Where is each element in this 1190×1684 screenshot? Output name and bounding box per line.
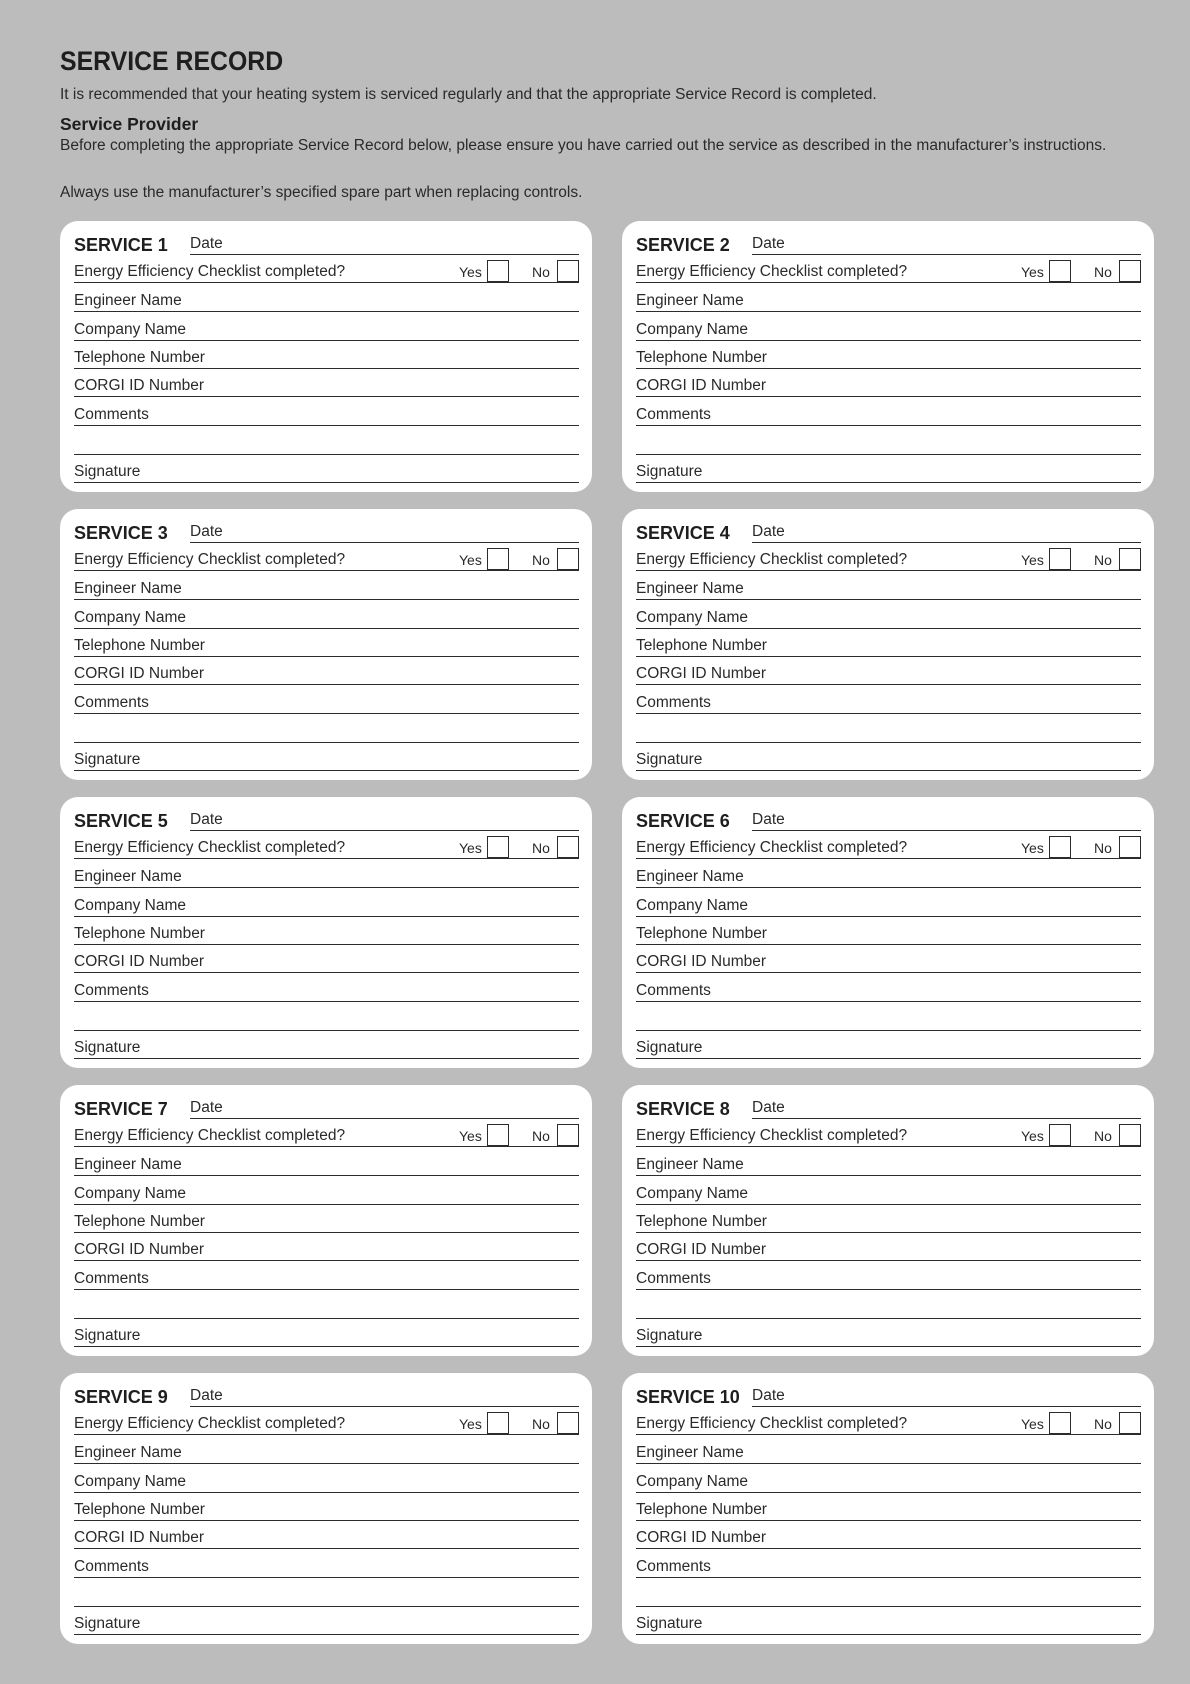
engineer-name-field[interactable] — [74, 867, 579, 888]
engineer-name-field[interactable] — [74, 291, 579, 312]
comments-line-2[interactable] — [636, 722, 1141, 743]
page-title: SERVICE RECORD — [60, 46, 284, 76]
engineer-name-field-label: Engineer Name — [636, 1156, 744, 1173]
date-label: Date — [752, 1099, 785, 1116]
company-name-field[interactable] — [74, 608, 579, 629]
date-field[interactable] — [190, 1389, 579, 1407]
signature-field-label: Signature — [74, 1039, 141, 1056]
no-label: No — [532, 840, 550, 856]
signature-field-label: Signature — [74, 1327, 141, 1344]
spare-parts-note: Always use the manufacturer’s specified spare part when replacing controls. — [60, 184, 583, 201]
company-name-field-label: Company Name — [636, 897, 748, 914]
comments-line-2[interactable] — [636, 1010, 1141, 1031]
date-label: Date — [752, 523, 785, 540]
signature-field-label: Signature — [636, 1327, 703, 1344]
corgi-id-field-label: CORGI ID Number — [636, 1529, 767, 1546]
engineer-name-field[interactable] — [636, 1443, 1141, 1464]
corgi-id-field-label: CORGI ID Number — [74, 1529, 205, 1546]
signature-field[interactable] — [74, 1326, 579, 1347]
company-name-field[interactable] — [636, 608, 1141, 629]
no-checkbox[interactable] — [1119, 260, 1141, 282]
yes-checkbox[interactable] — [487, 548, 509, 570]
date-field[interactable] — [190, 525, 579, 543]
yes-no-group — [459, 1409, 579, 1433]
company-name-field-label: Company Name — [74, 321, 186, 338]
signature-field[interactable] — [74, 1038, 579, 1059]
service-title: SERVICE 1 — [74, 235, 168, 255]
comments-field-label: Comments — [74, 982, 149, 999]
no-checkbox[interactable] — [557, 1124, 579, 1146]
company-name-field[interactable] — [636, 1184, 1141, 1205]
comments-field[interactable] — [636, 981, 1141, 1002]
company-name-field[interactable] — [636, 320, 1141, 341]
telephone-number-field[interactable] — [74, 636, 579, 657]
comments-field-label: Comments — [636, 982, 711, 999]
service-title: SERVICE 8 — [636, 1099, 730, 1119]
yes-no-group — [459, 257, 579, 281]
checklist-row — [636, 1414, 1141, 1435]
checklist-row-label: Energy Efficiency Checklist completed? — [636, 1415, 908, 1432]
yes-label: Yes — [459, 840, 482, 856]
comments-field[interactable] — [74, 1269, 579, 1290]
date-field[interactable] — [190, 237, 579, 255]
comments-field-label: Comments — [636, 1558, 711, 1575]
yes-label: Yes — [1021, 552, 1044, 568]
company-name-field-label: Company Name — [74, 1473, 186, 1490]
no-checkbox[interactable] — [1119, 1412, 1141, 1434]
comments-field-label: Comments — [74, 694, 149, 711]
service-card-1 — [60, 221, 592, 492]
engineer-name-field-label: Engineer Name — [636, 292, 744, 309]
engineer-name-field-label: Engineer Name — [636, 868, 744, 885]
engineer-name-field[interactable] — [74, 1155, 579, 1176]
corgi-id-field-label: CORGI ID Number — [636, 953, 767, 970]
checklist-row-label: Energy Efficiency Checklist completed? — [74, 1127, 346, 1144]
engineer-name-field[interactable] — [636, 1155, 1141, 1176]
checklist-row-label: Energy Efficiency Checklist completed? — [74, 263, 346, 280]
service-title: SERVICE 5 — [74, 811, 168, 831]
signature-field[interactable] — [636, 462, 1141, 483]
no-label: No — [532, 264, 550, 280]
yes-no-group — [1021, 833, 1141, 857]
engineer-name-field-label: Engineer Name — [74, 868, 182, 885]
corgi-id-field-label: CORGI ID Number — [636, 377, 767, 394]
no-label: No — [1094, 840, 1112, 856]
engineer-name-field-label: Engineer Name — [636, 1444, 744, 1461]
service-title: SERVICE 6 — [636, 811, 730, 831]
yes-no-group — [1021, 545, 1141, 569]
corgi-id-field[interactable] — [636, 376, 1141, 397]
telephone-number-field[interactable] — [74, 924, 579, 945]
yes-checkbox[interactable] — [1049, 548, 1071, 570]
checklist-row — [74, 1414, 579, 1435]
date-label: Date — [190, 523, 223, 540]
service-title: SERVICE 2 — [636, 235, 730, 255]
service-card-6 — [622, 797, 1154, 1068]
comments-field-label: Comments — [636, 694, 711, 711]
yes-no-group — [1021, 1121, 1141, 1145]
comments-field[interactable] — [74, 1557, 579, 1578]
company-name-field-label: Company Name — [636, 321, 748, 338]
date-label: Date — [190, 811, 223, 828]
comments-line-2[interactable] — [74, 722, 579, 743]
telephone-number-field-label: Telephone Number — [636, 1213, 767, 1230]
yes-no-group — [459, 833, 579, 857]
service-title: SERVICE 7 — [74, 1099, 168, 1119]
yes-label: Yes — [1021, 1128, 1044, 1144]
no-label: No — [532, 1416, 550, 1432]
company-name-field-label: Company Name — [74, 1185, 186, 1202]
yes-label: Yes — [459, 1416, 482, 1432]
corgi-id-field-label: CORGI ID Number — [636, 665, 767, 682]
no-checkbox[interactable] — [557, 836, 579, 858]
date-label: Date — [190, 1387, 223, 1404]
comments-line-2[interactable] — [74, 1298, 579, 1319]
engineer-name-field-label: Engineer Name — [74, 292, 182, 309]
company-name-field[interactable] — [74, 1184, 579, 1205]
service-title: SERVICE 3 — [74, 523, 168, 543]
company-name-field[interactable] — [74, 320, 579, 341]
checklist-row-label: Energy Efficiency Checklist completed? — [74, 1415, 346, 1432]
telephone-number-field-label: Telephone Number — [74, 1213, 205, 1230]
comments-line-2[interactable] — [636, 434, 1141, 455]
signature-field[interactable] — [74, 462, 579, 483]
corgi-id-field[interactable] — [636, 1528, 1141, 1549]
no-label: No — [1094, 1416, 1112, 1432]
corgi-id-field[interactable] — [636, 664, 1141, 685]
yes-no-group — [459, 545, 579, 569]
date-label: Date — [190, 1099, 223, 1116]
telephone-number-field[interactable] — [636, 1500, 1141, 1521]
no-checkbox[interactable] — [1119, 1124, 1141, 1146]
signature-field-label: Signature — [636, 1615, 703, 1632]
signature-field[interactable] — [636, 1614, 1141, 1635]
comments-field[interactable] — [74, 981, 579, 1002]
comments-field-label: Comments — [636, 1270, 711, 1287]
date-field[interactable] — [190, 813, 579, 831]
yes-label: Yes — [1021, 264, 1044, 280]
checklist-row — [74, 1126, 579, 1147]
no-checkbox[interactable] — [557, 548, 579, 570]
date-field[interactable] — [190, 1101, 579, 1119]
comments-field[interactable] — [636, 1557, 1141, 1578]
yes-label: Yes — [459, 264, 482, 280]
signature-field-label: Signature — [636, 751, 703, 768]
telephone-number-field[interactable] — [74, 1212, 579, 1233]
company-name-field[interactable] — [636, 896, 1141, 917]
no-checkbox[interactable] — [1119, 836, 1141, 858]
comments-field-label: Comments — [636, 406, 711, 423]
instructions-text: Before completing the appropriate Service Record below, please ensure you have carried out the service as described in the manufacturer’s instructions. — [60, 137, 1107, 154]
yes-label: Yes — [459, 552, 482, 568]
service-card-2 — [622, 221, 1154, 492]
comments-field[interactable] — [74, 405, 579, 426]
yes-checkbox[interactable] — [1049, 1124, 1071, 1146]
checklist-row-label: Energy Efficiency Checklist completed? — [636, 551, 908, 568]
yes-no-group — [1021, 1409, 1141, 1433]
date-label: Date — [752, 1387, 785, 1404]
checklist-row — [636, 262, 1141, 283]
service-provider-heading: Service Provider — [60, 114, 199, 134]
telephone-number-field-label: Telephone Number — [74, 1501, 205, 1518]
yes-no-group — [459, 1121, 579, 1145]
comments-line-2[interactable] — [636, 1298, 1141, 1319]
telephone-number-field[interactable] — [636, 1212, 1141, 1233]
corgi-id-field-label: CORGI ID Number — [74, 665, 205, 682]
signature-field[interactable] — [636, 750, 1141, 771]
checklist-row — [74, 262, 579, 283]
yes-checkbox[interactable] — [487, 1412, 509, 1434]
no-checkbox[interactable] — [557, 260, 579, 282]
checklist-row-label: Energy Efficiency Checklist completed? — [74, 839, 346, 856]
signature-field[interactable] — [636, 1038, 1141, 1059]
telephone-number-field-label: Telephone Number — [74, 349, 205, 366]
comments-field[interactable] — [636, 1269, 1141, 1290]
checklist-row — [74, 550, 579, 571]
service-card-9 — [60, 1373, 592, 1644]
company-name-field[interactable] — [636, 1472, 1141, 1493]
date-label: Date — [190, 235, 223, 252]
company-name-field-label: Company Name — [74, 609, 186, 626]
corgi-id-field[interactable] — [74, 1240, 579, 1261]
checklist-row-label: Energy Efficiency Checklist completed? — [74, 551, 346, 568]
engineer-name-field[interactable] — [74, 579, 579, 600]
yes-no-group — [1021, 257, 1141, 281]
no-checkbox[interactable] — [1119, 548, 1141, 570]
service-card-8 — [622, 1085, 1154, 1356]
signature-field-label: Signature — [74, 751, 141, 768]
telephone-number-field-label: Telephone Number — [636, 1501, 767, 1518]
no-label: No — [1094, 1128, 1112, 1144]
date-field[interactable] — [752, 237, 1141, 255]
service-card-3 — [60, 509, 592, 780]
comments-field[interactable] — [74, 693, 579, 714]
telephone-number-field[interactable] — [74, 348, 579, 369]
checklist-row — [636, 550, 1141, 571]
engineer-name-field[interactable] — [636, 867, 1141, 888]
intro-text: It is recommended that your heating system is serviced regularly and that the appropriate Service Record is completed. — [60, 86, 877, 103]
yes-checkbox[interactable] — [487, 836, 509, 858]
telephone-number-field[interactable] — [74, 1500, 579, 1521]
corgi-id-field-label: CORGI ID Number — [74, 953, 205, 970]
engineer-name-field-label: Engineer Name — [74, 1156, 182, 1173]
checklist-row — [636, 1126, 1141, 1147]
date-label: Date — [752, 811, 785, 828]
corgi-id-field[interactable] — [74, 1528, 579, 1549]
telephone-number-field-label: Telephone Number — [636, 637, 767, 654]
comments-field[interactable] — [636, 405, 1141, 426]
no-label: No — [1094, 552, 1112, 568]
engineer-name-field-label: Engineer Name — [74, 580, 182, 597]
telephone-number-field[interactable] — [636, 636, 1141, 657]
checklist-row-label: Energy Efficiency Checklist completed? — [636, 263, 908, 280]
signature-field[interactable] — [74, 750, 579, 771]
date-field[interactable] — [752, 1101, 1141, 1119]
no-label: No — [1094, 264, 1112, 280]
no-label: No — [532, 552, 550, 568]
service-card-5 — [60, 797, 592, 1068]
yes-checkbox[interactable] — [1049, 260, 1071, 282]
checklist-row — [74, 838, 579, 859]
engineer-name-field[interactable] — [74, 1443, 579, 1464]
service-card-4 — [622, 509, 1154, 780]
comments-line-2[interactable] — [636, 1586, 1141, 1607]
signature-field[interactable] — [636, 1326, 1141, 1347]
yes-checkbox[interactable] — [487, 1124, 509, 1146]
no-label: No — [532, 1128, 550, 1144]
telephone-number-field[interactable] — [636, 924, 1141, 945]
service-title: SERVICE 4 — [636, 523, 730, 543]
signature-field-label: Signature — [636, 463, 703, 480]
corgi-id-field-label: CORGI ID Number — [636, 1241, 767, 1258]
comments-field-label: Comments — [74, 1270, 149, 1287]
telephone-number-field-label: Telephone Number — [74, 637, 205, 654]
corgi-id-field[interactable] — [636, 952, 1141, 973]
company-name-field-label: Company Name — [636, 1473, 748, 1490]
corgi-id-field[interactable] — [636, 1240, 1141, 1261]
corgi-id-field-label: CORGI ID Number — [74, 1241, 205, 1258]
corgi-id-field[interactable] — [74, 952, 579, 973]
date-field[interactable] — [752, 525, 1141, 543]
company-name-field[interactable] — [74, 1472, 579, 1493]
signature-field-label: Signature — [636, 1039, 703, 1056]
service-title: SERVICE 10 — [636, 1387, 740, 1407]
service-title: SERVICE 9 — [74, 1387, 168, 1407]
comments-line-2[interactable] — [74, 1586, 579, 1607]
date-label: Date — [752, 235, 785, 252]
signature-field-label: Signature — [74, 463, 141, 480]
checklist-row-label: Energy Efficiency Checklist completed? — [636, 1127, 908, 1144]
checklist-row — [636, 838, 1141, 859]
checklist-row-label: Energy Efficiency Checklist completed? — [636, 839, 908, 856]
yes-label: Yes — [1021, 840, 1044, 856]
engineer-name-field[interactable] — [636, 291, 1141, 312]
comments-field-label: Comments — [74, 406, 149, 423]
date-field[interactable] — [752, 813, 1141, 831]
telephone-number-field-label: Telephone Number — [636, 349, 767, 366]
comments-line-2[interactable] — [74, 434, 579, 455]
signature-field[interactable] — [74, 1614, 579, 1635]
yes-checkbox[interactable] — [1049, 1412, 1071, 1434]
corgi-id-field[interactable] — [74, 664, 579, 685]
company-name-field-label: Company Name — [636, 1185, 748, 1202]
yes-checkbox[interactable] — [487, 260, 509, 282]
telephone-number-field-label: Telephone Number — [636, 925, 767, 942]
date-field[interactable] — [752, 1389, 1141, 1407]
corgi-id-field[interactable] — [74, 376, 579, 397]
company-name-field[interactable] — [74, 896, 579, 917]
comments-line-2[interactable] — [74, 1010, 579, 1031]
yes-label: Yes — [1021, 1416, 1044, 1432]
yes-label: Yes — [459, 1128, 482, 1144]
service-card-10 — [622, 1373, 1154, 1644]
service-card-7 — [60, 1085, 592, 1356]
company-name-field-label: Company Name — [636, 609, 748, 626]
company-name-field-label: Company Name — [74, 897, 186, 914]
telephone-number-field[interactable] — [636, 348, 1141, 369]
corgi-id-field-label: CORGI ID Number — [74, 377, 205, 394]
yes-checkbox[interactable] — [1049, 836, 1071, 858]
no-checkbox[interactable] — [557, 1412, 579, 1434]
comments-field-label: Comments — [74, 1558, 149, 1575]
engineer-name-field-label: Engineer Name — [636, 580, 744, 597]
comments-field[interactable] — [636, 693, 1141, 714]
engineer-name-field-label: Engineer Name — [74, 1444, 182, 1461]
signature-field-label: Signature — [74, 1615, 141, 1632]
telephone-number-field-label: Telephone Number — [74, 925, 205, 942]
engineer-name-field[interactable] — [636, 579, 1141, 600]
